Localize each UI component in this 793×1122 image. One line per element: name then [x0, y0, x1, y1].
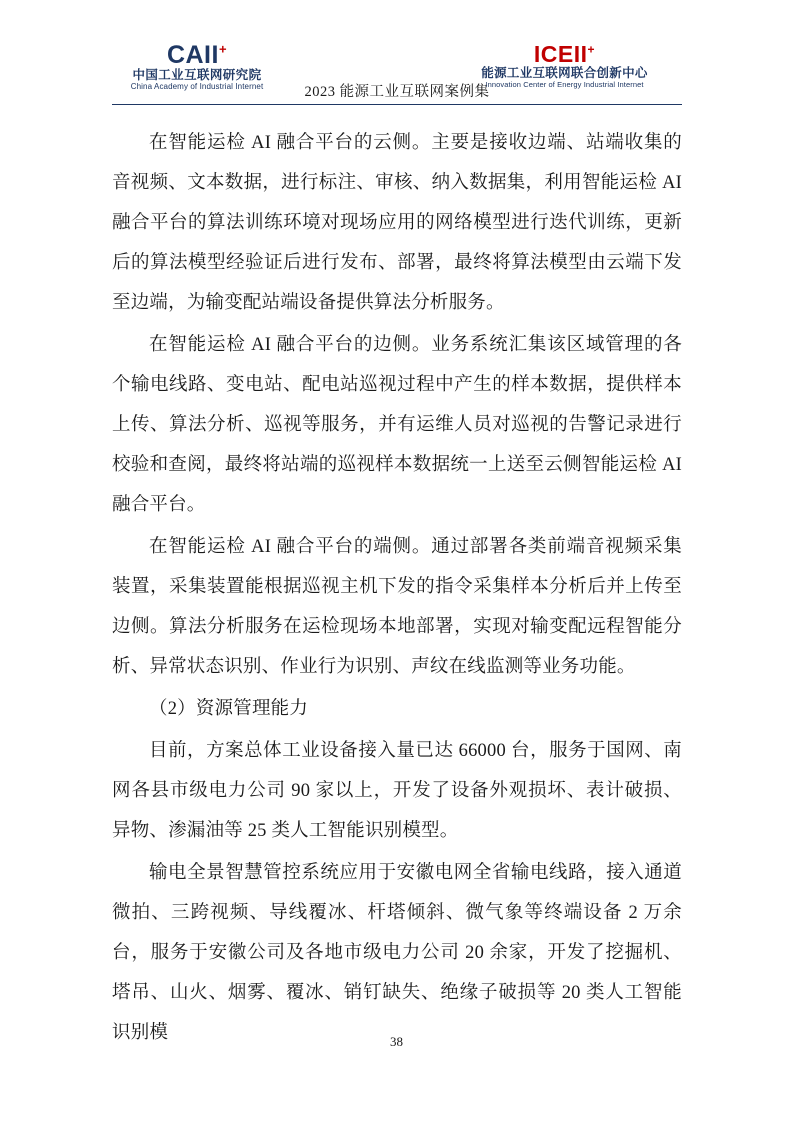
icei-logo [447, 42, 682, 89]
paragraph: 在智能运检 AI 融合平台的云侧。主要是接收边端、站端收集的音视频、文本数据，进行标注、审核、纳入数据集，利用智能运检 AI 融合平台的算法训练环境对现场应用的网络模型进行迭代训练，更新后的算法模型经验证后进行发布、部署，最终将算法模型由云端下发至边端，为输变配站端设备提供算法分析服务。 [112, 133, 682, 313]
icei-logo-plus: + [587, 42, 596, 57]
caii-logo-plus: + [218, 41, 228, 57]
icei-logo-mark [447, 42, 682, 66]
paragraph: 在智能运检 AI 融合平台的边侧。业务系统汇集该区域管理的各个输电线路、变电站、配电站巡视过程中产生的样本数据，提供样本上传、算法分析、巡视等服务，并有运维人员对巡视的告警记录进行校验和查阅，最终将站端的巡视样本数据统一上送至云侧智能运检 AI 融合平台。 [112, 335, 682, 515]
header-title: 2023 能源工业互联网案例集 [304, 84, 490, 100]
icei-logo-text: ICEII [533, 41, 588, 67]
section-heading: （2）资源管理能力 [149, 699, 309, 719]
icei-logo-en: Innovation Center of Energy Industrial Internet [485, 80, 644, 90]
icei-logo-cn: 能源工业互联网联合创新中心 [481, 66, 648, 81]
caii-logo-mark [167, 42, 227, 68]
page-content [112, 40, 682, 1055]
caii-logo-en: China Academy of Industrial Internet [130, 82, 264, 92]
paragraph: 在智能运检 AI 融合平台的端侧。通过部署各类前端音视频采集装置，采集装置能根据巡视主机下发的指令采集样本分析后并上传至边侧。算法分析服务在运检现场本地部署，实现对输变配远程智能分析、异常状态识别、作业行为识别、声纹在线监测等业务功能。 [112, 537, 682, 677]
paragraph: 目前，方案总体工业设备接入量已达 66000 台，服务于国网、南网各县市级电力公司 90 家以上，开发了设备外观损坏、表计破损、异物、渗漏油等 25 类人工智能识别模型。 [112, 741, 682, 841]
body-text [112, 123, 682, 1053]
page-number: 38 [390, 1034, 403, 1049]
document-header [112, 40, 682, 105]
caii-logo-cn: 中国工业互联网研究院 [132, 68, 262, 83]
paragraph: 输电全景智慧管控系统应用于安徽电网全省输电线路，接入通道微拍、三跨视频、导线覆冰、杆塔倾斜、微气象等终端设备 2 万余台，服务于安徽公司及各地市级电力公司 20 余家，开发了挖掘机、塔吊、山火、烟雾、覆冰、销钉缺失、绝缘子破损等 20 类人工智能识别模 [112, 863, 682, 1043]
caii-logo-text: CAII [166, 41, 219, 69]
